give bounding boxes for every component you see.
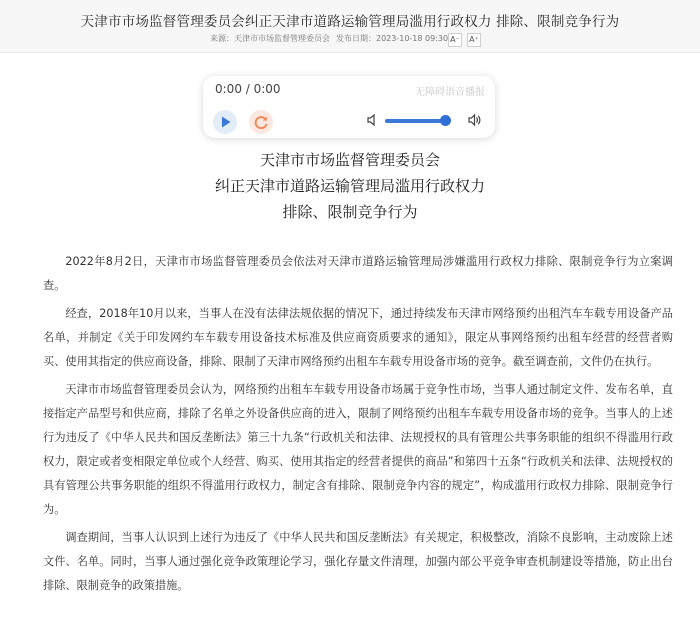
volume-down-icon[interactable] <box>367 114 377 126</box>
article-paragraph: 天津市市场监督管理委员会认为，网络预约出租车车载专用设备市场属于竞争性市场，当事人通过制定文件、发布名单，直接指定产品型号和供应商，排除了名单之外设备供应商的进入，限制了网络预约出租车车载专用设备市场的竞争。当事人的上述行为违反了《中华人民共和国反垄断法》第三十九条“行政机关和法律、法规授权的具有管理公共事务职能的组织不得滥用行政权力，限定或者变相限定单位或个人经营、购买、使用其指定的经营者提供的商品”和第四十五条“行政机关和法律、法规授权的具有管理公共事务职能的组织不得滥用行政权力，制定含有排除、限制竞争内容的规定”，构成滥用行政权力排除、限制竞争行为。 <box>43 383 673 516</box>
article-title <box>0 147 700 225</box>
article-title-line: 天津市市场监督管理委员会 <box>259 151 440 169</box>
article-title-line: 排除、限制竞争行为 <box>282 203 418 221</box>
article-body <box>43 250 673 602</box>
volume-slider-thumb[interactable] <box>440 115 451 126</box>
font-decrease-button[interactable]: A⁻ <box>448 33 462 47</box>
article-title-line: 纠正天津市道路运输管理局滥用行政权力 <box>214 177 485 195</box>
font-increase-button[interactable]: A⁺ <box>467 33 481 47</box>
page-header <box>0 0 700 53</box>
replay-button[interactable] <box>249 110 273 134</box>
source-label: 来源：天津市市场监督管理委员会 <box>210 34 330 43</box>
volume-up-icon[interactable] <box>468 113 482 127</box>
play-button[interactable] <box>213 110 237 134</box>
article-paragraph: 经查，2018年10月以来，当事人在没有法律法规依据的情况下，通过持续发布天津市网络预约出租汽车车载专用设备产品名单，并制定《关于印发网约车车载专用设备技术标准及供应商资质要求的通知》，限定从事网络预约出租车经营的经营者购买、使用其指定的供应商设备，排除、限制了天津市网络预约出租车车载专用设备市场的竞争。截至调查前，文件仍在执行。 <box>43 307 673 368</box>
article-paragraph: 2022年8月2日，天津市市场监督管理委员会依法对天津市道路运输管理局涉嫌滥用行政权力排除、限制竞争行为立案调查。 <box>43 255 673 292</box>
audio-player <box>203 76 495 138</box>
publish-date: 发布日期：2023-10-18 09:30 <box>336 34 449 43</box>
time-display: 0:00 / 0:00 <box>215 82 281 96</box>
replay-icon <box>249 110 273 134</box>
article-paragraph: 调查期间，当事人认识到上述行为违反了《中华人民共和国反垄断法》有关规定，积极整改，消除不良影响，主动废除上述文件、名单。同时，当事人通过强化竞争政策理论学习，强化存量文件清理，加强内部公平竞争审查机制建设等措施，防止出台排除、限制竞争的政策措施。 <box>43 531 673 592</box>
play-icon <box>213 110 237 134</box>
accessibility-broadcast-label[interactable]: 无障碍语音播报 <box>415 87 485 98</box>
page-title: 天津市市场监督管理委员会纠正天津市道路运输管理局滥用行政权力 排除、限制竞争行为 <box>80 14 620 30</box>
volume-slider-track[interactable] <box>385 119 447 123</box>
